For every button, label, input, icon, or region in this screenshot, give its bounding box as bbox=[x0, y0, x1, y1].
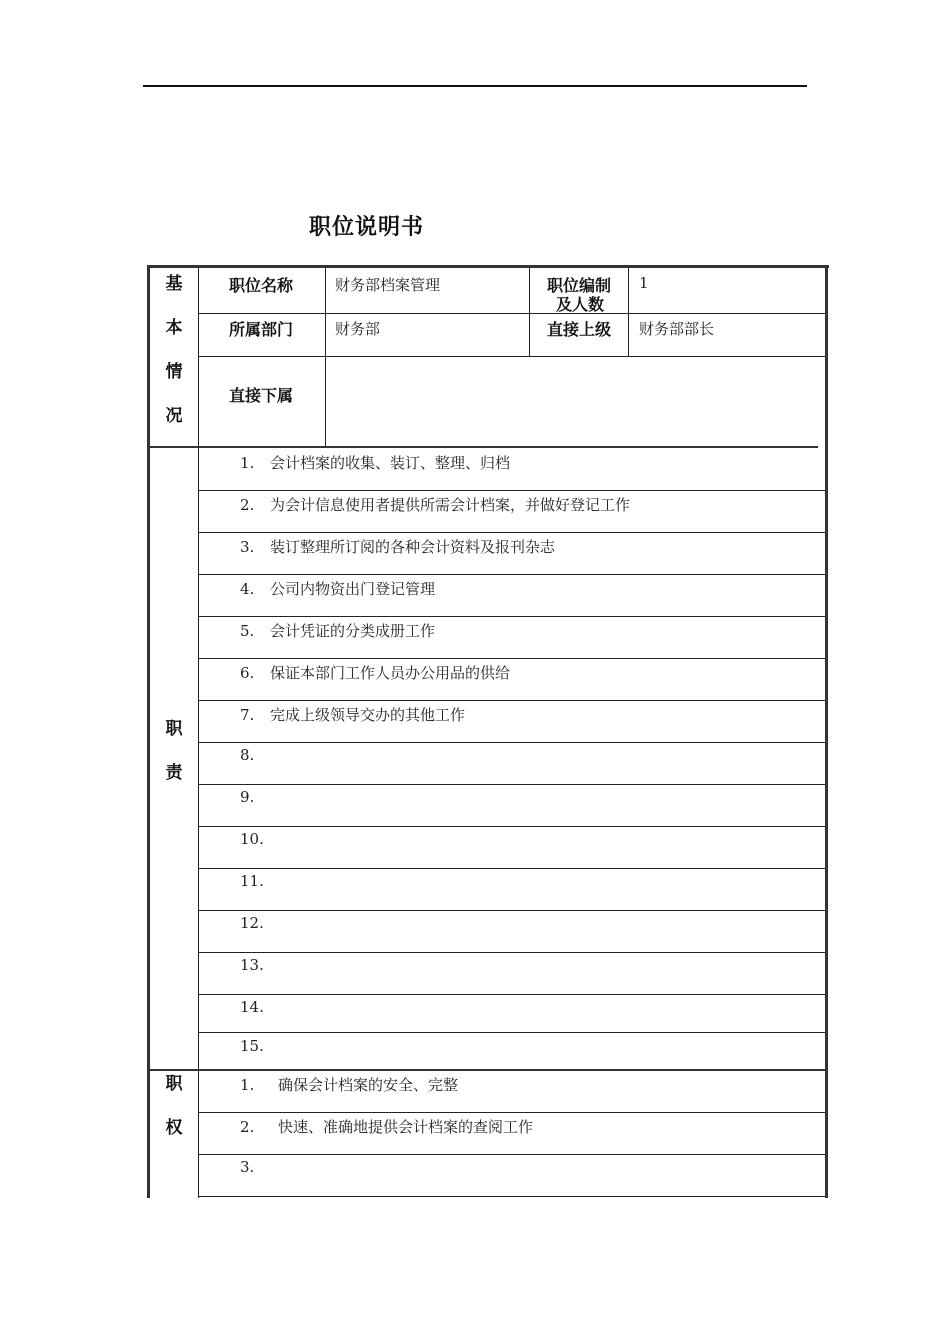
duty-item bbox=[240, 914, 270, 932]
duties-section-char-2: 责 bbox=[165, 763, 183, 783]
duty-item bbox=[240, 746, 270, 764]
duty-row-divider bbox=[199, 532, 825, 533]
authority-item bbox=[240, 1158, 278, 1176]
duty-item-number: 1. bbox=[240, 454, 255, 472]
basic-section-char-1: 基 bbox=[165, 274, 183, 294]
duty-item-number: 11. bbox=[240, 872, 264, 890]
table-top-border bbox=[147, 265, 829, 268]
duty-item bbox=[240, 1037, 270, 1055]
duty-row-divider bbox=[199, 784, 825, 785]
duty-row-divider bbox=[199, 994, 825, 995]
duty-item bbox=[240, 998, 270, 1016]
duty-item-number: 4. bbox=[240, 580, 255, 598]
basic-section-bottom bbox=[150, 446, 818, 448]
authority-section-char-2: 权 bbox=[165, 1118, 183, 1138]
duty-item-text: 公司内物资出门登记管理 bbox=[270, 580, 436, 598]
document-title: 职位说明书 bbox=[309, 215, 425, 240]
duty-item-text: 完成上级领导交办的其他工作 bbox=[270, 706, 466, 724]
duty-item-number: 5. bbox=[240, 622, 255, 640]
duty-item bbox=[240, 578, 435, 599]
duty-row-divider bbox=[199, 490, 825, 491]
section-column-divider bbox=[198, 267, 199, 1198]
duty-item-number: 3. bbox=[240, 538, 255, 556]
authority-item bbox=[240, 1074, 458, 1095]
duty-item bbox=[240, 662, 510, 683]
duty-item-number: 2. bbox=[240, 496, 255, 514]
duty-item-text: 会计凭证的分类成册工作 bbox=[270, 622, 436, 640]
duty-item-number: 13. bbox=[240, 956, 264, 974]
duty-item bbox=[240, 452, 510, 473]
duty-item-number: 7. bbox=[240, 706, 255, 724]
authority-row-divider bbox=[199, 1196, 825, 1197]
supervisor-value: 财务部部长 bbox=[639, 320, 715, 338]
headcount-label-line1: 职位编制 bbox=[547, 276, 612, 295]
authority-item-number: 2. bbox=[240, 1118, 255, 1136]
duty-item bbox=[240, 788, 270, 806]
duties-section-char-1: 职 bbox=[165, 719, 183, 739]
duty-item bbox=[240, 956, 270, 974]
position-name-value: 财务部档案管理 bbox=[335, 276, 441, 294]
authority-item-text: 确保会计档案的安全、完整 bbox=[278, 1076, 459, 1094]
duty-item-number: 15. bbox=[240, 1037, 264, 1055]
authority-section-char-1: 职 bbox=[165, 1074, 183, 1094]
basic-row-divider-2 bbox=[199, 356, 825, 357]
basic-row-divider-1 bbox=[199, 313, 825, 314]
duty-item bbox=[240, 536, 555, 557]
authority-item-number: 1. bbox=[240, 1076, 255, 1094]
duty-item-number: 14. bbox=[240, 998, 264, 1016]
headcount-label-line2: 及人数 bbox=[556, 295, 605, 314]
duty-row-divider bbox=[199, 952, 825, 953]
basic-section-char-4: 况 bbox=[165, 406, 183, 426]
duty-item-number: 8. bbox=[240, 746, 255, 764]
duty-row-divider bbox=[199, 826, 825, 827]
authority-item bbox=[240, 1116, 533, 1137]
duty-row-divider bbox=[199, 910, 825, 911]
basic-section-char-3: 情 bbox=[165, 362, 183, 382]
duty-item-number: 6. bbox=[240, 664, 255, 682]
duty-row-divider bbox=[199, 1032, 825, 1033]
duty-item bbox=[240, 872, 270, 890]
duty-row-divider bbox=[199, 616, 825, 617]
subordinate-label: 直接下属 bbox=[229, 386, 294, 405]
duties-section-bottom bbox=[150, 1069, 825, 1071]
duty-item-number: 10. bbox=[240, 830, 264, 848]
duty-item bbox=[240, 620, 435, 641]
basic-section-char-2: 本 bbox=[165, 318, 183, 338]
department-label: 所属部门 bbox=[229, 320, 294, 339]
authority-item-text: 快速、准确地提供会计档案的查阅工作 bbox=[278, 1118, 534, 1136]
duty-item-number: 9. bbox=[240, 788, 255, 806]
basic-col-divider-3 bbox=[628, 267, 629, 356]
position-name-label: 职位名称 bbox=[229, 276, 294, 295]
authority-row-divider bbox=[199, 1112, 825, 1113]
duty-item bbox=[240, 704, 465, 725]
authority-item-number: 3. bbox=[240, 1158, 255, 1176]
authority-row-divider bbox=[199, 1154, 825, 1155]
duty-item-text: 会计档案的收集、装订、整理、归档 bbox=[270, 454, 511, 472]
table-right-border bbox=[825, 265, 828, 1198]
supervisor-label: 直接上级 bbox=[547, 320, 612, 339]
duty-item-text: 装订整理所订阅的各种会计资料及报刊杂志 bbox=[270, 538, 556, 556]
duty-row-divider bbox=[199, 700, 825, 701]
duty-row-divider bbox=[199, 658, 825, 659]
duty-item bbox=[240, 494, 630, 515]
basic-col-divider-2 bbox=[529, 267, 530, 356]
department-value: 财务部 bbox=[335, 320, 381, 338]
duty-row-divider bbox=[199, 574, 825, 575]
duty-item-text: 保证本部门工作人员办公用品的供给 bbox=[270, 664, 511, 682]
duty-item bbox=[240, 830, 270, 848]
duty-item-text: 为会计信息使用者提供所需会计档案，并做好登记工作 bbox=[270, 496, 631, 514]
duty-item-number: 12. bbox=[240, 914, 264, 932]
duty-row-divider bbox=[199, 868, 825, 869]
headcount-value: 1 bbox=[639, 274, 649, 292]
duty-row-divider bbox=[199, 742, 825, 743]
